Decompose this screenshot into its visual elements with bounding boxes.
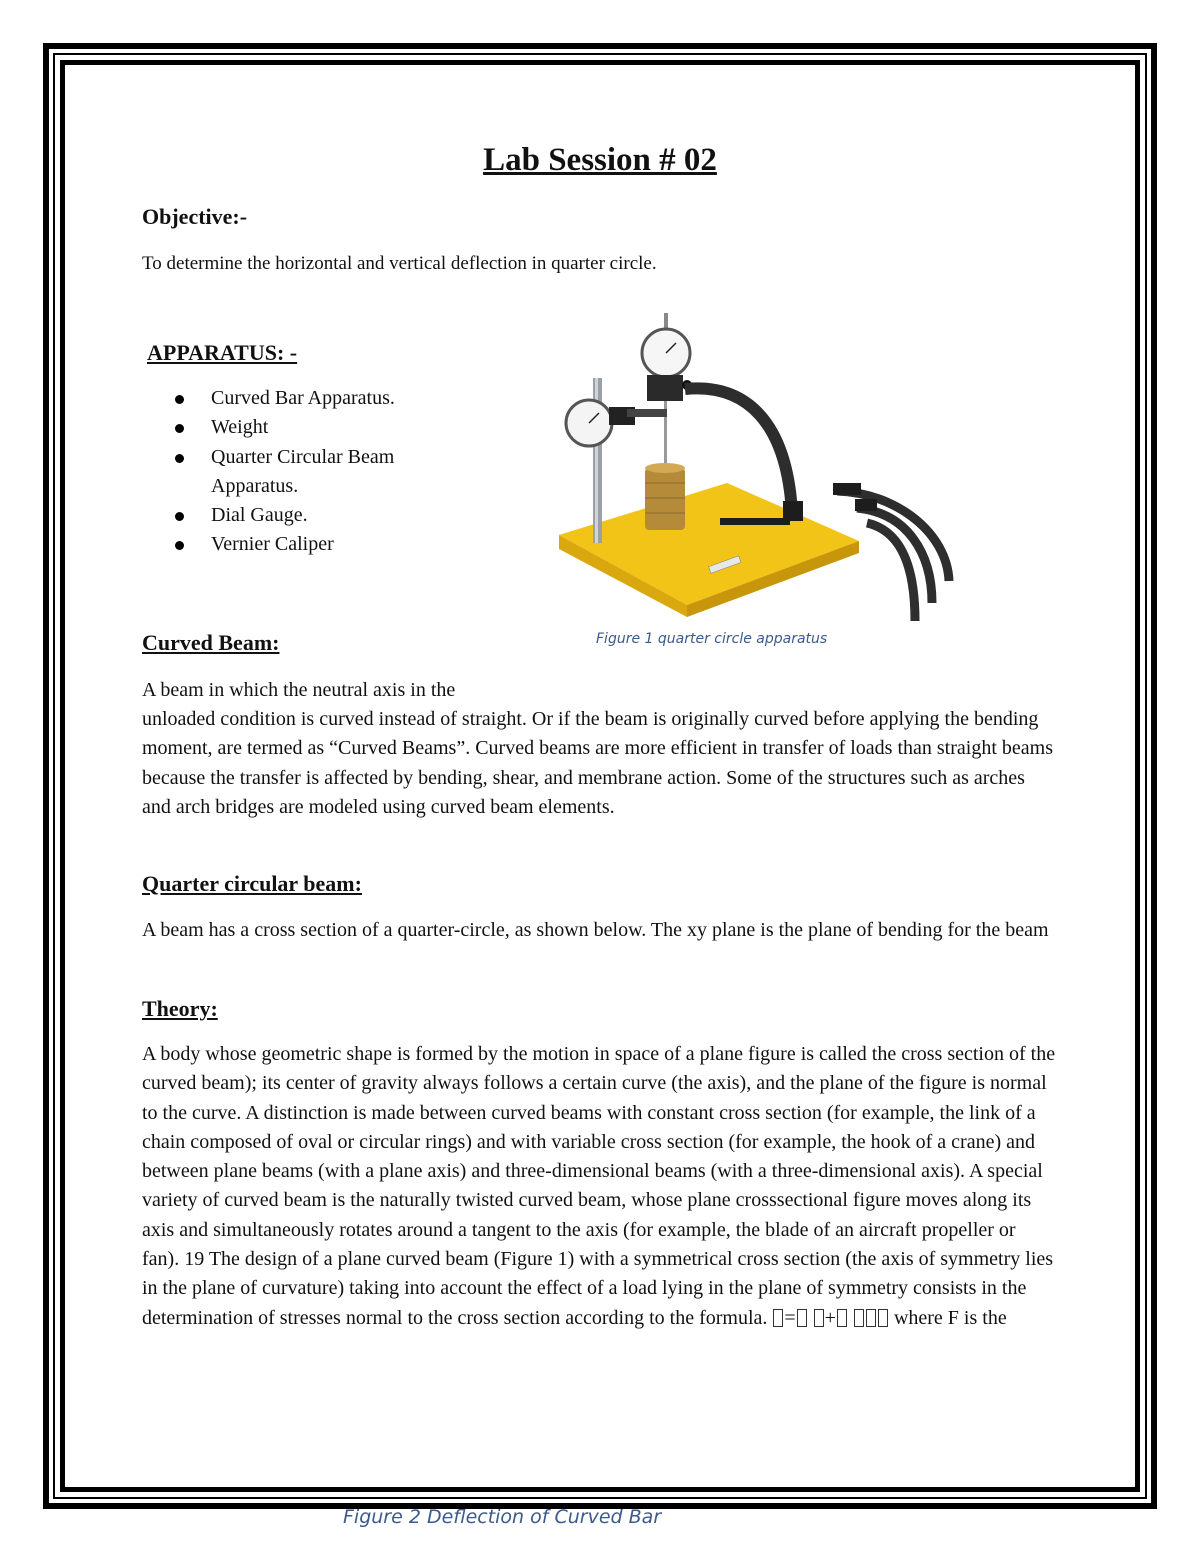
theory-tail: where F is the — [893, 1306, 1007, 1329]
theory-heading: Theory: — [142, 996, 218, 1021]
list-item — [172, 384, 472, 413]
list-item — [172, 413, 472, 442]
theory-body: A body whose geometric shape is formed by the motion in space of a plane figure is called the cross section of the curved beam); its center of gravity always follows a certain curve (the axis), and the plane of the figure is normal to the curve. A distinction is made between curved beams with constant cross section (for example, the link of a chain composed of oval or circular rings) and with variable cross section (for example, the hook of a crane) and between plane beams (with a plane axis) and three-dimensional beams (with a three-dimensional axis). A special variety of curved beam is the naturally twisted curved beam, whose plane crosssectional figure moves along its axis and simultaneously rotates around a tangent to the axis (for example, the blade of an aircraft propeller or fan). 19 The design of a plane curved beam (Figure 1) with a symmetrical cross section (the axis of symmetry lies in the plane of curvature) taking into account the effect of a load lying in the plane of symmetry consists in the determination of stresses normal to the cross section according to the formula. — [142, 1043, 1056, 1329]
page-title: Lab Session # 02 — [483, 142, 717, 178]
bullet-icon — [175, 541, 184, 550]
bullet-icon — [175, 424, 184, 433]
formula-glyph-box — [797, 1309, 807, 1327]
apparatus-list — [172, 384, 472, 560]
bullet-icon — [175, 454, 184, 463]
formula-equals: = — [784, 1306, 796, 1329]
list-item-label: Vernier Caliper — [211, 533, 334, 556]
list-item-label: Quarter Circular Beam Apparatus. — [211, 445, 395, 497]
bullet-icon — [175, 395, 184, 404]
apparatus-heading: APPARATUS: - — [147, 340, 298, 365]
figure-1-caption: Figure 1 quarter circle apparatus — [596, 631, 828, 647]
list-item — [172, 443, 472, 502]
list-item-label: Dial Gauge. — [211, 504, 308, 527]
curved-beam-first-line: A beam in which the neutral axis in the — [142, 679, 456, 701]
list-item — [172, 530, 472, 559]
apparatus-photo — [537, 303, 987, 628]
base-plate-top — [559, 483, 859, 605]
formula-glyph-box — [814, 1309, 824, 1327]
weight-stack — [645, 468, 685, 530]
quarter-beam-heading: Quarter circular beam: — [142, 871, 362, 896]
formula-glyph-box — [773, 1309, 783, 1327]
formula-glyph-box — [837, 1309, 847, 1327]
objective-text: To determine the horizontal and vertical deflection in quarter circle. — [142, 253, 657, 274]
figure-2-caption: Figure 2 Deflection of Curved Bar — [343, 1506, 662, 1528]
formula-glyph-box — [878, 1309, 888, 1327]
curved-beam-heading: Curved Beam: — [142, 630, 280, 655]
list-item-label: Weight — [211, 416, 269, 439]
list-item-label: Curved Bar Apparatus. — [211, 387, 395, 409]
bullet-icon — [175, 512, 184, 521]
curved-beam-text: unloaded condition is curved instead of straight. Or if the beam is originally curved before applying the bending moment, are termed as “Curved Beams”. Curved beams are more efficient in transfer of loads than straight beams because the transfer is affected by bending, shear, and membrane action. Some of the structures such as arches and arch bridges are modeled using curved beam elements. — [142, 708, 1053, 818]
formula-glyph-box — [866, 1309, 876, 1327]
formula-plus: + — [824, 1306, 836, 1329]
theory-text — [142, 1040, 1057, 1333]
list-item — [172, 501, 472, 530]
objective-heading: Objective:- — [142, 204, 248, 229]
top-gauge-holder — [647, 375, 683, 401]
formula-glyph-box — [854, 1309, 864, 1327]
quarter-beam-text: A beam has a cross section of a quarter-circle, as shown below. The xy plane is the plane of bending for the beam — [142, 919, 1049, 941]
